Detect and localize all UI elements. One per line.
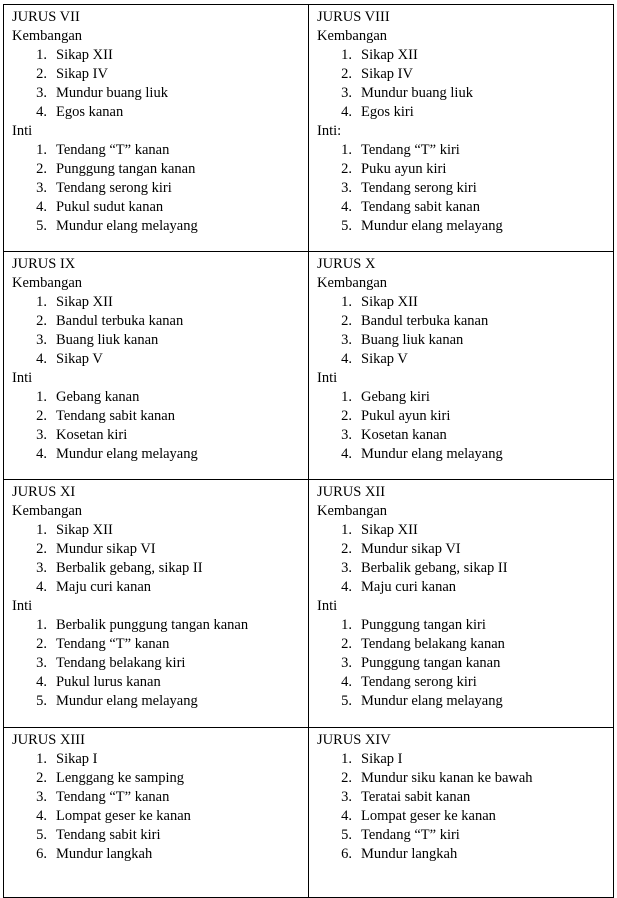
item-text: Buang liuk kanan bbox=[361, 332, 464, 348]
move-list bbox=[12, 521, 302, 597]
list-item bbox=[12, 160, 302, 179]
item-number: 5. bbox=[36, 218, 47, 234]
list-item bbox=[12, 46, 302, 65]
item-text: Mundur elang melayang bbox=[361, 446, 503, 462]
list-item bbox=[12, 141, 302, 160]
table-row bbox=[4, 728, 614, 898]
item-text: Tendang serong kiri bbox=[361, 674, 477, 690]
item-number: 2. bbox=[341, 541, 352, 557]
list-item bbox=[317, 293, 607, 312]
item-text: Buang liuk kanan bbox=[56, 332, 159, 348]
list-item bbox=[12, 350, 302, 369]
item-number: 4. bbox=[341, 104, 352, 120]
item-text: Kosetan kiri bbox=[56, 427, 128, 443]
section-label: Inti bbox=[12, 370, 33, 386]
item-text: Mundur elang melayang bbox=[361, 693, 503, 709]
item-number: 2. bbox=[36, 408, 47, 424]
item-text: Sikap IV bbox=[361, 66, 413, 82]
item-text: Lompat geser ke kanan bbox=[56, 808, 191, 824]
item-number: 3. bbox=[36, 427, 47, 443]
move-list bbox=[317, 293, 607, 369]
item-number: 4. bbox=[341, 579, 352, 595]
item-text: Tendang sabit kiri bbox=[56, 827, 161, 843]
item-number: 2. bbox=[36, 161, 47, 177]
item-text: Tendang “T” kanan bbox=[56, 789, 170, 805]
jurus-title: JURUS XI bbox=[12, 484, 76, 500]
item-text: Sikap V bbox=[361, 351, 408, 367]
list-item bbox=[12, 388, 302, 407]
item-text: Mundur buang liuk bbox=[361, 85, 473, 101]
jurus-title: JURUS VIII bbox=[317, 9, 390, 25]
list-item bbox=[317, 388, 607, 407]
list-item bbox=[317, 616, 607, 635]
item-number: 3. bbox=[341, 85, 352, 101]
item-number: 2. bbox=[36, 541, 47, 557]
list-item bbox=[12, 293, 302, 312]
jurus-table bbox=[3, 4, 614, 898]
section-label: Inti bbox=[12, 598, 33, 614]
list-item bbox=[12, 654, 302, 673]
item-number: 5. bbox=[341, 218, 352, 234]
jurus-title: JURUS IX bbox=[12, 256, 76, 272]
item-number: 4. bbox=[36, 579, 47, 595]
section-label: Kembangan bbox=[317, 28, 388, 44]
item-text: Tendang “T” kiri bbox=[361, 827, 460, 843]
item-number: 3. bbox=[36, 655, 47, 671]
move-list bbox=[317, 141, 607, 236]
item-text: Tendang serong kiri bbox=[56, 180, 172, 196]
list-item bbox=[317, 217, 607, 236]
item-number: 3. bbox=[341, 789, 352, 805]
item-text: Lenggang ke samping bbox=[56, 770, 185, 786]
item-text: Mundur elang melayang bbox=[56, 218, 198, 234]
item-number: 4. bbox=[341, 674, 352, 690]
list-item bbox=[317, 692, 607, 711]
list-item bbox=[317, 521, 607, 540]
list-item bbox=[12, 103, 302, 122]
item-text: Mundur sikap VI bbox=[56, 541, 156, 557]
item-text: Bandul terbuka kanan bbox=[361, 313, 489, 329]
item-number: 2. bbox=[341, 66, 352, 82]
table-row bbox=[4, 252, 614, 480]
item-number: 1. bbox=[36, 294, 47, 310]
section-label: Kembangan bbox=[317, 275, 388, 291]
list-item bbox=[12, 578, 302, 597]
jurus-cell bbox=[4, 480, 309, 728]
list-item bbox=[317, 769, 607, 788]
item-text: Sikap I bbox=[361, 751, 403, 767]
list-item bbox=[317, 750, 607, 769]
jurus-cell bbox=[309, 728, 614, 898]
section-label: Inti: bbox=[317, 123, 342, 139]
move-list bbox=[12, 616, 302, 711]
list-item bbox=[317, 350, 607, 369]
list-item bbox=[12, 807, 302, 826]
item-number: 3. bbox=[36, 332, 47, 348]
item-number: 3. bbox=[341, 332, 352, 348]
item-text: Sikap I bbox=[56, 751, 98, 767]
jurus-cell bbox=[309, 252, 614, 480]
item-text: Sikap IV bbox=[56, 66, 108, 82]
move-list bbox=[12, 388, 302, 464]
item-text: Tendang “T” kanan bbox=[56, 142, 170, 158]
list-item bbox=[12, 426, 302, 445]
item-text: Egos kanan bbox=[56, 104, 124, 120]
item-text: Sikap XII bbox=[56, 47, 113, 63]
item-text: Egos kiri bbox=[361, 104, 414, 120]
list-item bbox=[12, 179, 302, 198]
item-text: Maju curi kanan bbox=[361, 579, 457, 595]
section-label: Inti bbox=[12, 123, 33, 139]
item-number: 2. bbox=[36, 313, 47, 329]
jurus-cell bbox=[309, 480, 614, 728]
item-number: 3. bbox=[36, 560, 47, 576]
list-item bbox=[317, 426, 607, 445]
item-text: Sikap XII bbox=[56, 522, 113, 538]
list-item bbox=[12, 635, 302, 654]
item-number: 1. bbox=[341, 294, 352, 310]
list-item bbox=[12, 331, 302, 350]
item-text: Punggung tangan kanan bbox=[56, 161, 196, 177]
list-item bbox=[12, 788, 302, 807]
item-number: 2. bbox=[36, 770, 47, 786]
jurus-title: JURUS XIV bbox=[317, 732, 391, 748]
item-number: 3. bbox=[36, 789, 47, 805]
item-text: Tendang “T” kanan bbox=[56, 636, 170, 652]
list-item bbox=[317, 807, 607, 826]
section-label: Kembangan bbox=[317, 503, 388, 519]
jurus-cell bbox=[4, 252, 309, 480]
item-text: Tendang serong kiri bbox=[361, 180, 477, 196]
item-number: 2. bbox=[341, 770, 352, 786]
list-item bbox=[317, 826, 607, 845]
item-number: 1. bbox=[341, 142, 352, 158]
move-list bbox=[317, 388, 607, 464]
list-item bbox=[317, 635, 607, 654]
item-number: 5. bbox=[36, 827, 47, 843]
list-item bbox=[12, 521, 302, 540]
list-item bbox=[317, 845, 607, 864]
item-number: 4. bbox=[36, 674, 47, 690]
item-number: 2. bbox=[341, 313, 352, 329]
item-text: Pukul sudut kanan bbox=[56, 199, 164, 215]
item-text: Tendang sabit kanan bbox=[361, 199, 480, 215]
section-label: Inti bbox=[317, 370, 338, 386]
item-number: 2. bbox=[341, 636, 352, 652]
item-text: Gebang kanan bbox=[56, 389, 140, 405]
item-number: 6. bbox=[341, 846, 352, 862]
list-item bbox=[317, 179, 607, 198]
item-number: 5. bbox=[341, 827, 352, 843]
list-item bbox=[12, 540, 302, 559]
list-item bbox=[317, 312, 607, 331]
list-item bbox=[12, 312, 302, 331]
jurus-title: JURUS X bbox=[317, 256, 376, 272]
move-list bbox=[317, 750, 607, 864]
item-number: 3. bbox=[341, 427, 352, 443]
item-text: Mundur siku kanan ke bawah bbox=[361, 770, 533, 786]
list-item bbox=[317, 103, 607, 122]
item-text: Punggung tangan kanan bbox=[361, 655, 501, 671]
list-item bbox=[12, 84, 302, 103]
item-number: 4. bbox=[341, 351, 352, 367]
list-item bbox=[12, 826, 302, 845]
list-item bbox=[317, 540, 607, 559]
list-item bbox=[317, 407, 607, 426]
section-label: Inti bbox=[317, 598, 338, 614]
item-number: 4. bbox=[36, 446, 47, 462]
item-number: 1. bbox=[341, 522, 352, 538]
list-item bbox=[12, 445, 302, 464]
list-item bbox=[12, 559, 302, 578]
item-text: Bandul terbuka kanan bbox=[56, 313, 184, 329]
item-text: Sikap XII bbox=[361, 522, 418, 538]
move-list bbox=[317, 521, 607, 597]
item-number: 1. bbox=[36, 617, 47, 633]
item-text: Tendang “T” kiri bbox=[361, 142, 460, 158]
jurus-title: JURUS VII bbox=[12, 9, 80, 25]
item-text: Sikap V bbox=[56, 351, 103, 367]
item-number: 2. bbox=[36, 636, 47, 652]
section-label: Kembangan bbox=[12, 275, 83, 291]
item-number: 6. bbox=[36, 846, 47, 862]
list-item bbox=[12, 692, 302, 711]
item-number: 1. bbox=[36, 389, 47, 405]
item-text: Punggung tangan kiri bbox=[361, 617, 486, 633]
list-item bbox=[317, 198, 607, 217]
item-text: Kosetan kanan bbox=[361, 427, 447, 443]
list-item bbox=[12, 616, 302, 635]
list-item bbox=[317, 445, 607, 464]
item-number: 5. bbox=[341, 693, 352, 709]
item-number: 1. bbox=[341, 751, 352, 767]
item-text: Mundur elang melayang bbox=[56, 446, 198, 462]
list-item bbox=[317, 559, 607, 578]
item-number: 4. bbox=[341, 446, 352, 462]
item-number: 3. bbox=[36, 85, 47, 101]
item-number: 4. bbox=[36, 104, 47, 120]
list-item bbox=[12, 65, 302, 84]
list-item bbox=[317, 673, 607, 692]
item-text: Berbalik gebang, sikap II bbox=[56, 560, 203, 576]
list-item bbox=[12, 769, 302, 788]
move-list bbox=[12, 750, 302, 864]
item-text: Berbalik gebang, sikap II bbox=[361, 560, 508, 576]
section-label: Kembangan bbox=[12, 503, 83, 519]
item-text: Puku ayun kiri bbox=[361, 161, 447, 177]
list-item bbox=[317, 654, 607, 673]
item-number: 1. bbox=[36, 47, 47, 63]
move-list bbox=[317, 616, 607, 711]
item-text: Pukul ayun kiri bbox=[361, 408, 451, 424]
item-number: 1. bbox=[341, 617, 352, 633]
table-row bbox=[4, 5, 614, 252]
item-number: 4. bbox=[36, 351, 47, 367]
item-number: 3. bbox=[341, 180, 352, 196]
item-number: 5. bbox=[36, 693, 47, 709]
item-number: 2. bbox=[36, 66, 47, 82]
list-item bbox=[12, 198, 302, 217]
list-item bbox=[317, 84, 607, 103]
item-number: 4. bbox=[341, 808, 352, 824]
table-row bbox=[4, 480, 614, 728]
item-text: Gebang kiri bbox=[361, 389, 430, 405]
item-number: 4. bbox=[36, 199, 47, 215]
item-number: 1. bbox=[36, 751, 47, 767]
item-number: 3. bbox=[341, 655, 352, 671]
item-number: 4. bbox=[341, 199, 352, 215]
section-label: Kembangan bbox=[12, 28, 83, 44]
list-item bbox=[317, 160, 607, 179]
jurus-title: JURUS XIII bbox=[12, 732, 85, 748]
jurus-cell bbox=[4, 728, 309, 898]
item-text: Mundur langkah bbox=[56, 846, 153, 862]
item-text: Maju curi kanan bbox=[56, 579, 152, 595]
item-number: 4. bbox=[36, 808, 47, 824]
item-number: 3. bbox=[341, 560, 352, 576]
move-list bbox=[12, 46, 302, 122]
jurus-cell bbox=[4, 5, 309, 252]
item-text: Tendang belakang kanan bbox=[361, 636, 505, 652]
item-text: Teratai sabit kanan bbox=[361, 789, 471, 805]
move-list bbox=[12, 141, 302, 236]
item-number: 1. bbox=[341, 389, 352, 405]
item-text: Mundur elang melayang bbox=[56, 693, 198, 709]
move-list bbox=[12, 293, 302, 369]
list-item bbox=[12, 750, 302, 769]
move-list bbox=[317, 46, 607, 122]
item-number: 1. bbox=[36, 522, 47, 538]
list-item bbox=[317, 141, 607, 160]
item-text: Pukul lurus kanan bbox=[56, 674, 161, 690]
item-number: 2. bbox=[341, 408, 352, 424]
item-number: 1. bbox=[36, 142, 47, 158]
item-text: Sikap XII bbox=[361, 294, 418, 310]
item-number: 1. bbox=[341, 47, 352, 63]
list-item bbox=[317, 578, 607, 597]
item-text: Mundur elang melayang bbox=[361, 218, 503, 234]
item-text: Sikap XII bbox=[361, 47, 418, 63]
item-number: 2. bbox=[341, 161, 352, 177]
list-item bbox=[12, 407, 302, 426]
list-item bbox=[317, 65, 607, 84]
list-item bbox=[317, 331, 607, 350]
jurus-title: JURUS XII bbox=[317, 484, 386, 500]
list-item bbox=[317, 788, 607, 807]
list-item bbox=[12, 673, 302, 692]
item-text: Mundur sikap VI bbox=[361, 541, 461, 557]
list-item bbox=[12, 845, 302, 864]
jurus-cell bbox=[309, 5, 614, 252]
list-item bbox=[317, 46, 607, 65]
list-item bbox=[12, 217, 302, 236]
item-text: Tendang sabit kanan bbox=[56, 408, 175, 424]
item-number: 3. bbox=[36, 180, 47, 196]
item-text: Mundur buang liuk bbox=[56, 85, 168, 101]
item-text: Lompat geser ke kanan bbox=[361, 808, 496, 824]
item-text: Sikap XII bbox=[56, 294, 113, 310]
item-text: Mundur langkah bbox=[361, 846, 458, 862]
item-text: Tendang belakang kiri bbox=[56, 655, 186, 671]
item-text: Berbalik punggung tangan kanan bbox=[56, 617, 249, 633]
